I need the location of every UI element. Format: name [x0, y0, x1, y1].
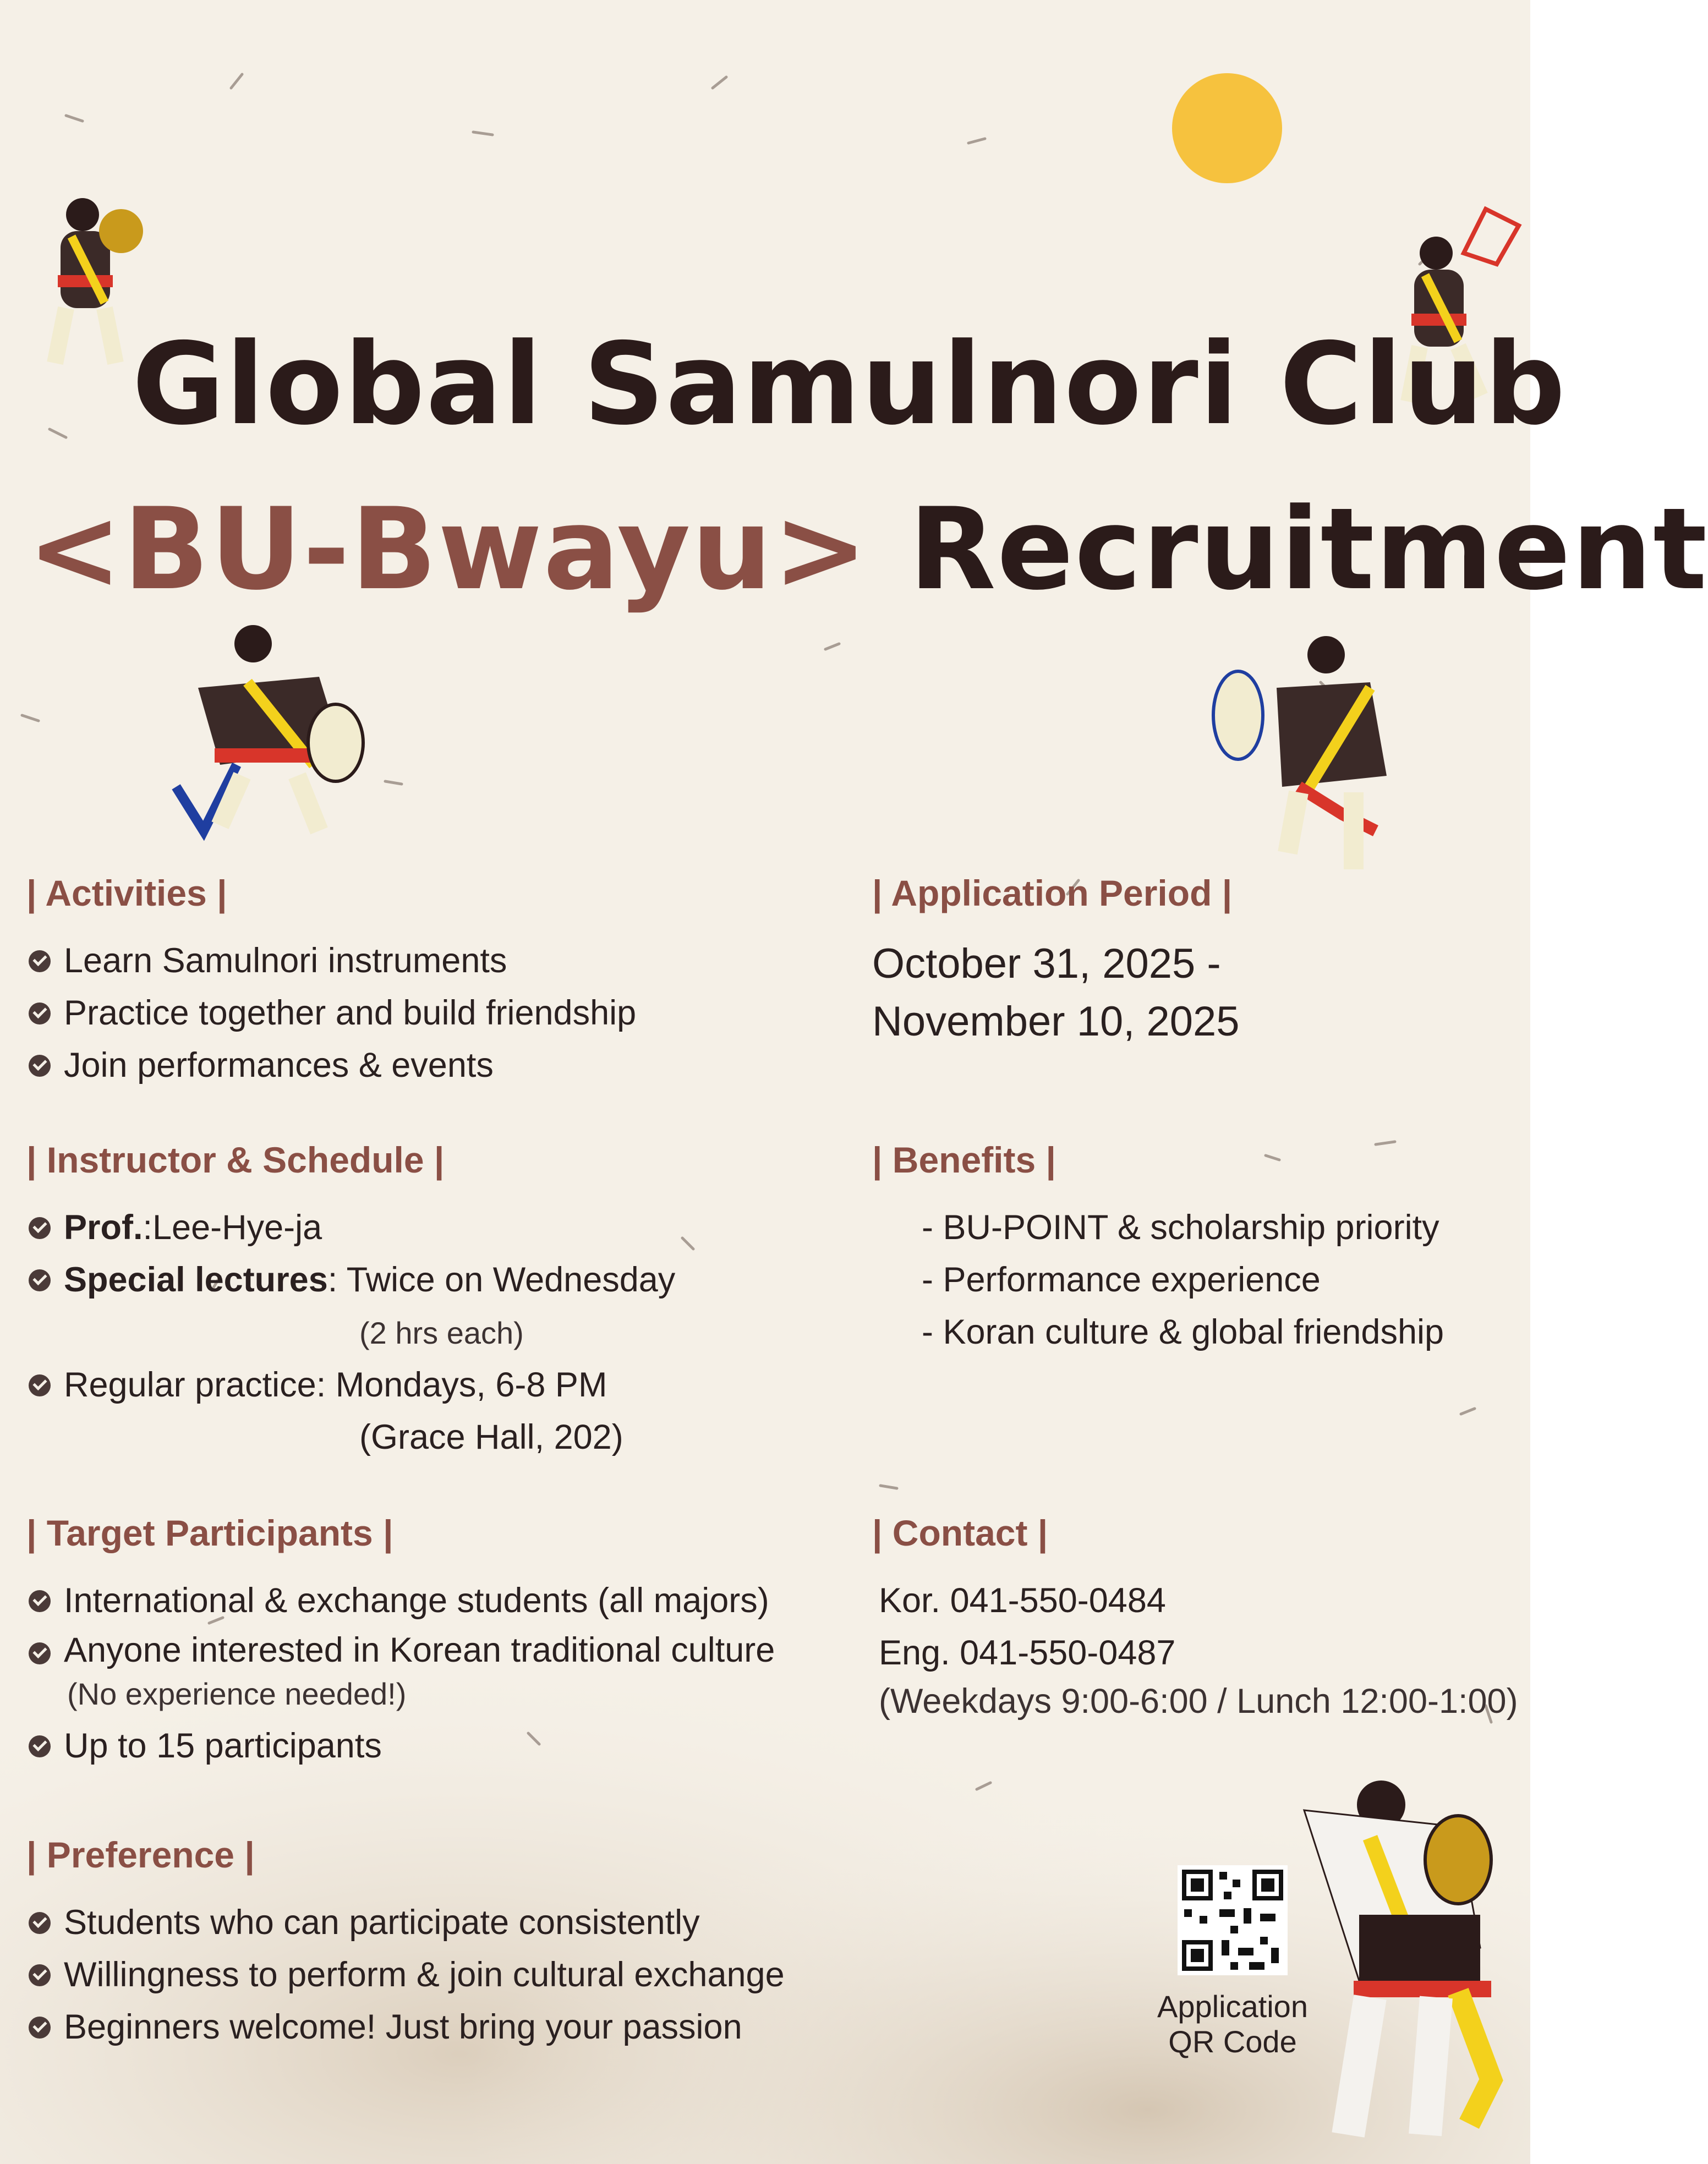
- check-circle-icon: [29, 1912, 51, 1934]
- qr-label: Application QR Code: [1157, 1989, 1308, 2059]
- target-heading: | Target Participants |: [26, 1513, 393, 1553]
- preference-heading: | Preference |: [26, 1834, 255, 1875]
- list-item: International & exchange students (all majors): [26, 1575, 775, 1627]
- check-circle-icon: [29, 1735, 51, 1757]
- club-name: <BU-Bwayu>: [28, 484, 869, 615]
- benefits-section: [872, 1139, 1444, 1358]
- list-item: Up to 15 participants: [26, 1720, 775, 1772]
- contact-eng: Eng. 041-550-0487: [879, 1634, 1176, 1672]
- instructor-section: [26, 1139, 675, 1464]
- instructor-heading: | Instructor & Schedule |: [26, 1139, 445, 1180]
- list-item: - BU-POINT & scholarship priority: [922, 1208, 1439, 1247]
- activities-section: [26, 872, 636, 1092]
- qr-code-icon: [1178, 1865, 1288, 1975]
- sun-icon: [1172, 73, 1282, 183]
- activities-list: [26, 935, 636, 1092]
- list-item: Willingness to perform & join cultural exchange: [26, 1949, 785, 2001]
- activities-heading: | Activities |: [26, 873, 227, 913]
- list-item: Anyone interested in Korean traditional culture: [26, 1627, 775, 1674]
- application-period-section: [872, 872, 1240, 1050]
- check-circle-icon: [29, 950, 51, 972]
- title-recruitment: Recruitment: [908, 484, 1708, 615]
- list-item-note: (Grace Hall, 202): [359, 1418, 623, 1456]
- list-item: Special lectures: Twice on Wednesday: [26, 1254, 675, 1306]
- list-item-note: (2 hrs each): [359, 1316, 524, 1350]
- list-item-note: (No experience needed!): [67, 1677, 407, 1711]
- period-end: November 10, 2025: [872, 998, 1240, 1045]
- contact-kor: Kor. 041-550-0484: [879, 1581, 1166, 1620]
- instructor-list: [26, 1202, 675, 1464]
- list-item: Students who can participate consistently: [26, 1897, 785, 1949]
- check-circle-icon: [29, 1269, 51, 1291]
- preference-list: [26, 1897, 785, 2053]
- check-circle-icon: [29, 1590, 51, 1612]
- contact-section: [872, 1512, 1518, 1723]
- list-item: Regular practice: Mondays, 6-8 PM: [26, 1359, 675, 1411]
- list-item: - Performance experience: [922, 1261, 1321, 1299]
- list-item: Join performances & events: [26, 1039, 636, 1092]
- check-circle-icon: [29, 1055, 51, 1077]
- benefits-list: [872, 1202, 1444, 1358]
- contact-hours: (Weekdays 9:00-6:00 / Lunch 12:00-1:00): [879, 1682, 1518, 1721]
- benefits-heading: | Benefits |: [872, 1139, 1056, 1180]
- check-circle-icon: [29, 1642, 51, 1664]
- target-list: [26, 1575, 775, 1772]
- list-item: - Koran culture & global friendship: [922, 1313, 1444, 1351]
- list-item: Practice together and build friendship: [26, 987, 636, 1039]
- period-start: October 31, 2025 -: [872, 940, 1221, 987]
- application-period-heading: | Application Period |: [872, 873, 1233, 913]
- list-item: Prof.:Lee-Hye-ja: [26, 1202, 675, 1254]
- list-item: Beginners welcome! Just bring your passion: [26, 2001, 785, 2053]
- title-line-2: [28, 484, 1708, 615]
- target-section: [26, 1512, 775, 1772]
- check-circle-icon: [29, 1374, 51, 1396]
- check-circle-icon: [29, 2017, 51, 2039]
- contact-heading: | Contact |: [872, 1513, 1048, 1553]
- check-circle-icon: [29, 1964, 51, 1986]
- check-circle-icon: [29, 1002, 51, 1025]
- title-line-1: Global Samulnori Club: [132, 319, 1567, 450]
- preference-section: [26, 1834, 785, 2053]
- list-item: Learn Samulnori instruments: [26, 935, 636, 987]
- check-circle-icon: [29, 1217, 51, 1239]
